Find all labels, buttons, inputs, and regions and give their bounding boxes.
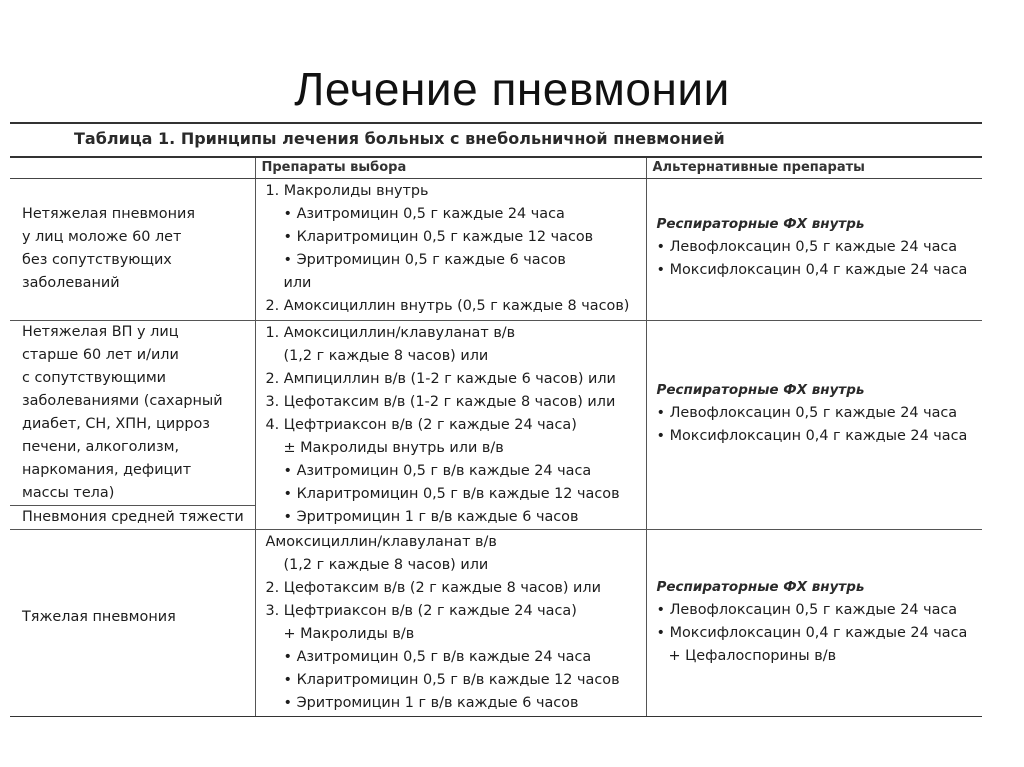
alternative-line: • Левофлоксацин 0,5 г каждые 24 часа (656, 239, 958, 255)
alternative-line: • Левофлоксацин 0,5 г каждые 24 часа (656, 602, 958, 618)
drug-line: 4. Цефтриаксон в/в (2 г каждые 24 часа) (265, 417, 577, 433)
drug-line: • Азитромицин 0,5 г каждые 24 часа (283, 206, 565, 222)
table-header-row (10, 158, 982, 179)
drug-line: 2. Амоксициллин внутрь (0,5 г каждые 8 часов) (265, 298, 630, 314)
alternative-line: • Моксифлоксацин 0,4 г каждые 24 часа (656, 428, 968, 444)
category-line: без сопутствующих (22, 252, 172, 268)
table-row (10, 530, 982, 717)
treatment-table (10, 158, 982, 717)
choice-cell (255, 530, 646, 717)
category-line: у лиц моложе 60 лет (22, 229, 182, 245)
category-line: диабет, СН, ХПН, цирроз (22, 416, 210, 432)
category-line: заболеваниями (сахарный (22, 393, 223, 409)
category-cell (10, 530, 255, 717)
drug-line: Амоксициллин/клавуланат в/в (265, 534, 497, 550)
header-alternative: Альтернативные препараты (646, 158, 982, 179)
slide-title: Лечение пневмонии (294, 63, 730, 115)
drug-line: • Кларитромицин 0,5 г в/в каждые 12 часов (283, 486, 620, 502)
drug-line: 1. Амоксициллин/клавуланат в/в (265, 325, 516, 341)
table-row (10, 179, 982, 321)
category-line: печени, алкоголизм, (22, 439, 180, 455)
alternative-line: • Моксифлоксацин 0,4 г каждые 24 часа (656, 625, 968, 641)
alternative-cell (646, 321, 982, 530)
drug-line: (1,2 г каждые 8 часов) или (283, 557, 489, 573)
header-category (10, 158, 255, 179)
drug-line: 3. Цефотаксим в/в (1-2 г каждые 8 часов) или (265, 394, 616, 410)
category-cell (10, 321, 255, 530)
category-line: наркомания, дефицит (22, 462, 192, 478)
category-line: заболеваний (22, 275, 120, 291)
alternative-heading: Респираторные ФХ внутрь (656, 579, 865, 595)
drug-line: 2. Цефотаксим в/в (2 г каждые 8 часов) или (265, 580, 601, 596)
alternative-line: • Моксифлоксацин 0,4 г каждые 24 часа (656, 262, 968, 278)
drug-line: • Эритромицин 0,5 г каждые 6 часов (283, 252, 566, 268)
drug-line: + Макролиды в/в (283, 626, 415, 642)
header-choice: Препараты выбора (255, 158, 646, 179)
alternative-cell (646, 530, 982, 717)
drug-line: • Кларитромицин 0,5 г в/в каждые 12 часов (283, 672, 620, 688)
category-line: старше 60 лет и/или (22, 347, 179, 363)
category-line: Нетяжелая ВП у лиц (22, 324, 179, 340)
category-line: массы тела) (22, 485, 115, 501)
table-row (10, 321, 982, 530)
category-line: Нетяжелая пневмония (22, 206, 196, 222)
choice-cell (255, 321, 646, 530)
alternative-heading: Респираторные ФХ внутрь (656, 382, 865, 398)
drug-line: • Азитромицин 0,5 г в/в каждые 24 часа (283, 649, 592, 665)
treatment-table-container (10, 122, 982, 717)
drug-line: или (283, 275, 312, 291)
drug-line: • Азитромицин 0,5 г в/в каждые 24 часа (283, 463, 592, 479)
alternative-line: + Цефалоспорины в/в (668, 648, 837, 664)
drug-line: • Эритромицин 1 г в/в каждые 6 часов (283, 509, 579, 525)
drug-line: (1,2 г каждые 8 часов) или (283, 348, 489, 364)
table-caption: Таблица 1. Принципы лечения больных с внебольничной пневмонией (10, 124, 982, 158)
drug-line: ± Макролиды внутрь или в/в (283, 440, 504, 456)
drug-line: 2. Ампициллин в/в (1-2 г каждые 6 часов) или (265, 371, 616, 387)
category-line: Тяжелая пневмония (22, 609, 176, 625)
category-subrow: Пневмония средней тяжести (10, 505, 255, 528)
choice-cell (255, 179, 646, 321)
drug-line: 1. Макролиды внутрь (265, 183, 429, 199)
category-cell (10, 179, 255, 321)
drug-line: • Эритромицин 1 г в/в каждые 6 часов (283, 695, 579, 711)
alternative-heading: Респираторные ФХ внутрь (656, 216, 865, 232)
drug-line: • Кларитромицин 0,5 г каждые 12 часов (283, 229, 594, 245)
alternative-cell (646, 179, 982, 321)
alternative-line: • Левофлоксацин 0,5 г каждые 24 часа (656, 405, 958, 421)
drug-line: 3. Цефтриаксон в/в (2 г каждые 24 часа) (265, 603, 577, 619)
category-line: с сопутствующими (22, 370, 167, 386)
